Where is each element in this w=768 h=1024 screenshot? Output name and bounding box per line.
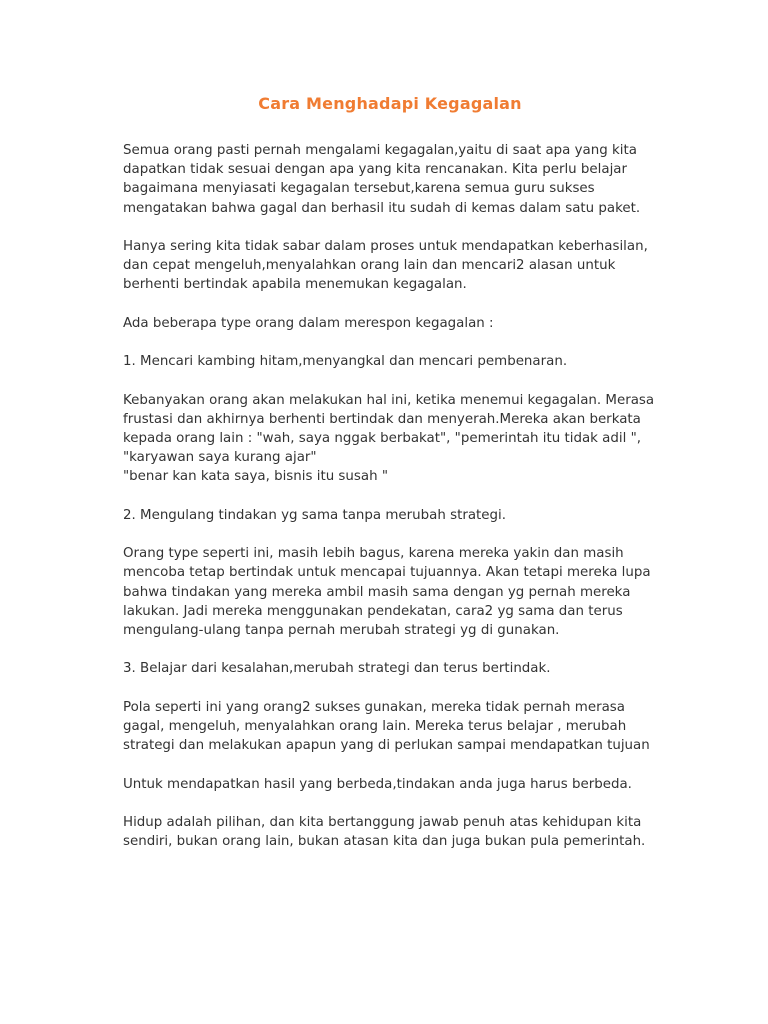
paragraph-line: Hanya sering kita tidak sabar dalam proses untuk mendapatkan keberhasilan, — [123, 239, 648, 254]
paragraph-line: "karyawan saya kurang ajar" — [123, 450, 317, 466]
paragraph-line: dapatkan tidak sesuai dengan apa yang kita rencanakan. Kita perlu belajar — [123, 162, 628, 178]
document-body — [123, 141, 668, 871]
paragraph-line: kepada orang lain : "wah, saya nggak berbakat", "pemerintah itu tidak adil ", — [123, 430, 641, 446]
paragraph — [123, 698, 668, 756]
paragraph — [123, 314, 668, 333]
paragraph — [123, 391, 668, 487]
paragraph-line: Pola seperti ini yang orang2 sukses gunakan, mereka tidak pernah merasa — [123, 699, 625, 715]
paragraph-line: mengulang-ulang tanpa pernah merubah strategi yg di gunakan. — [123, 622, 560, 638]
paragraph — [123, 237, 668, 295]
paragraph-line: dan cepat mengeluh,menyalahkan orang lain dan mencari2 alasan untuk — [123, 258, 616, 274]
paragraph-line: 2. Mengulang tindakan yg sama tanpa merubah strategi. — [123, 507, 506, 523]
paragraph-line: Orang type seperti ini, masih lebih bagus, karena mereka yakin dan masih — [123, 546, 624, 562]
paragraph-line: Untuk mendapatkan hasil yang berbeda,tindakan anda juga harus berbeda. — [123, 776, 632, 792]
paragraph-line: mengatakan bahwa gagal dan berhasil itu sudah di kemas dalam satu paket. — [123, 200, 641, 216]
paragraph — [123, 659, 668, 678]
paragraph — [123, 141, 668, 218]
paragraph-line: Semua orang pasti pernah mengalami kegagalan,yaitu di saat apa yang kita — [123, 143, 637, 158]
paragraph-line: strategi dan melakukan apapun yang di perlukan sampai mendapatkan tujuan — [123, 738, 650, 754]
paragraph-line: frustasi dan akhirnya berhenti bertindak dan menyerah.Mereka akan berkata — [123, 411, 641, 427]
paragraph-line: gagal, mengeluh, menyalahkan orang lain. Mereka terus belajar , merubah — [123, 718, 627, 734]
paragraph — [123, 352, 668, 371]
paragraph — [123, 544, 668, 640]
paragraph — [123, 813, 668, 851]
document-title: Cara Menghadapi Kegagalan — [258, 94, 522, 113]
paragraph — [123, 506, 668, 525]
paragraph — [123, 775, 668, 794]
paragraph-line: 3. Belajar dari kesalahan,merubah strategi dan terus bertindak. — [123, 661, 551, 677]
paragraph-line: berhenti bertindak apabila menemukan kegagalan. — [123, 277, 467, 293]
paragraph-line: bagaimana menyiasati kegagalan tersebut,karena semua guru sukses — [123, 181, 595, 197]
paragraph-line: bahwa tindakan yang mereka ambil masih sama dengan yg pernah mereka — [123, 584, 631, 600]
paragraph-line: 1. Mencari kambing hitam,menyangkal dan mencari pembenaran. — [123, 354, 568, 370]
paragraph-line: lakukan. Jadi mereka menggunakan pendekatan, cara2 yg sama dan terus — [123, 603, 623, 619]
paragraph-line: Ada beberapa type orang dalam merespon kegagalan : — [123, 315, 494, 331]
paragraph-line: Kebanyakan orang akan melakukan hal ini, ketika menemui kegagalan. Merasa — [123, 392, 655, 408]
paragraph-line: "benar kan kata saya, bisnis itu susah " — [123, 469, 388, 485]
paragraph-line: mencoba tetap bertindak untuk mencapai tujuannya. Akan tetapi mereka lupa — [123, 565, 651, 581]
paragraph-line: Hidup adalah pilihan, dan kita bertanggung jawab penuh atas kehidupan kita — [123, 814, 642, 830]
paragraph-line: sendiri, bukan orang lain, bukan atasan kita dan juga bukan pula pemerintah. — [123, 834, 646, 850]
